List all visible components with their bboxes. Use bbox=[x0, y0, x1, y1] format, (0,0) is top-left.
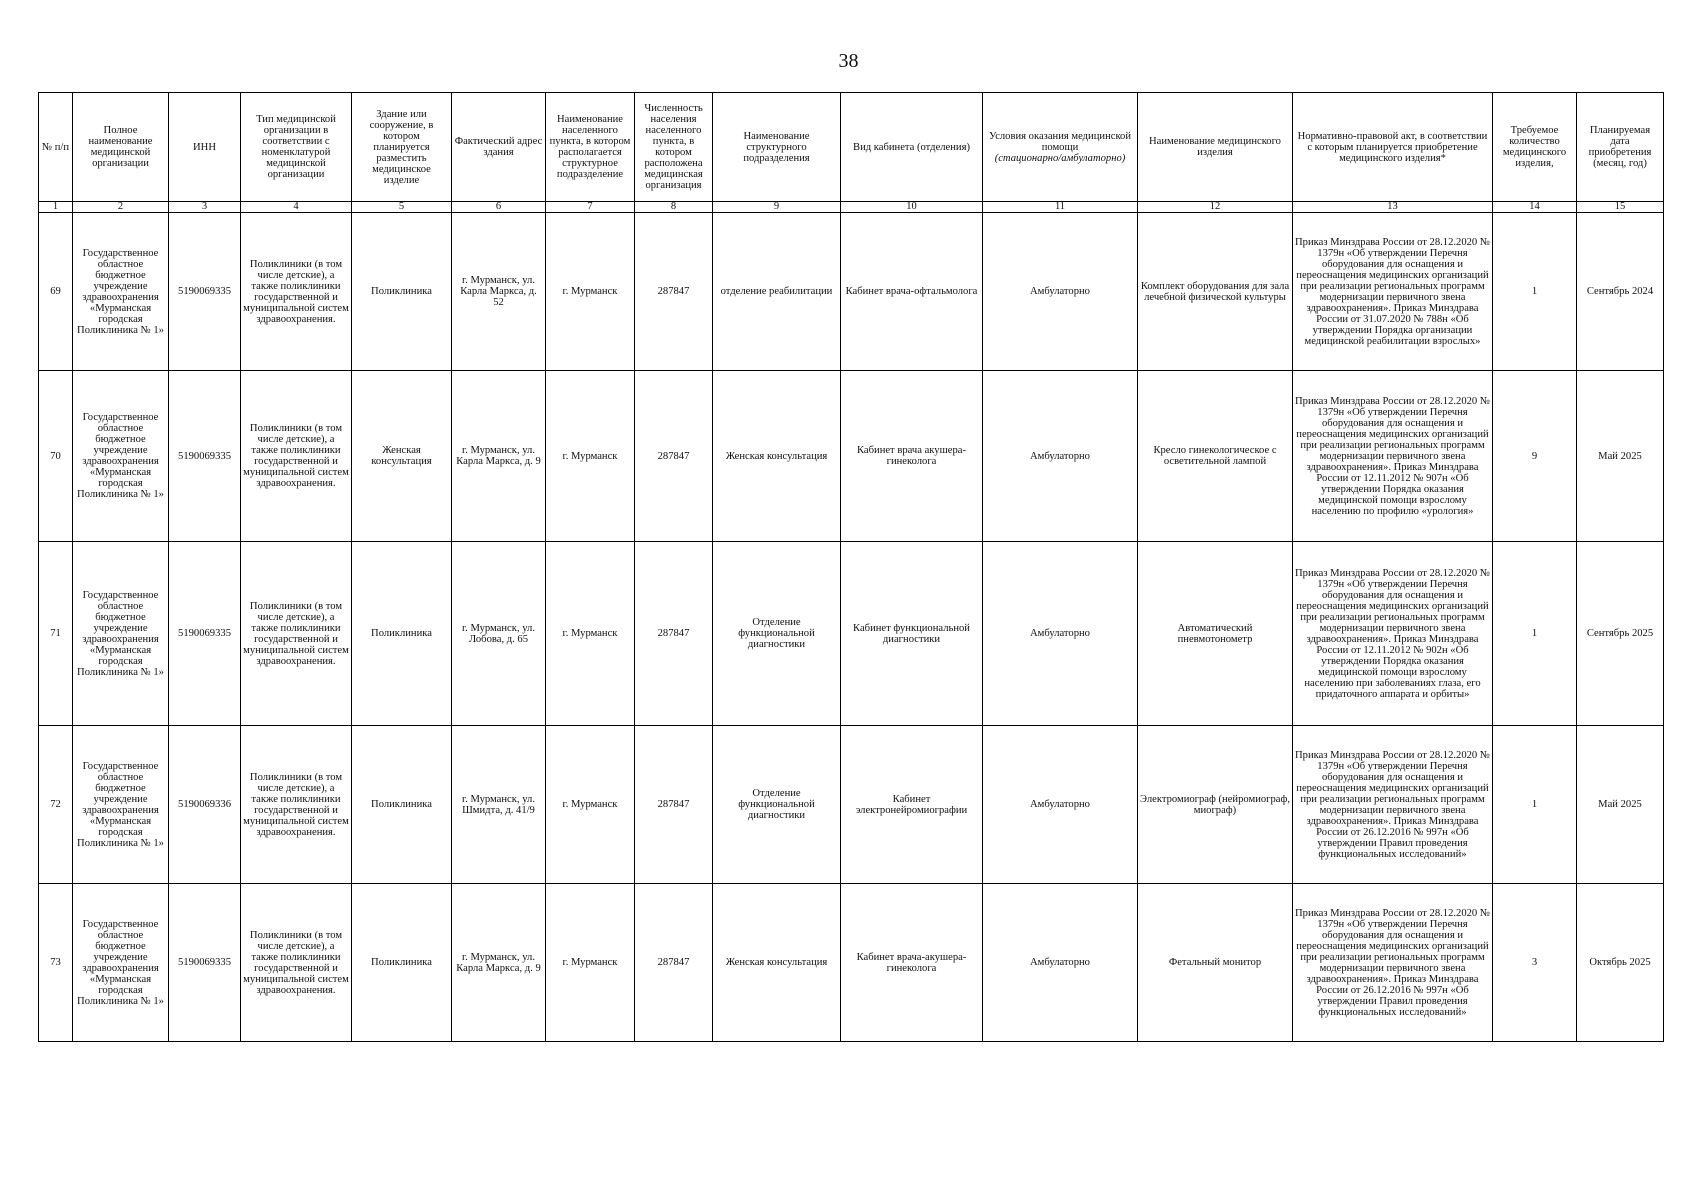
table-row bbox=[39, 213, 1664, 371]
inn: 5190069336 bbox=[169, 726, 241, 884]
column-number: 1 bbox=[39, 202, 73, 213]
legal-act: Приказ Минздрава России от 28.12.2020 № 1379н «Об утверждении Перечня оборудования для оснащения и переоснащения медицинских организаций при реализации региональных программ модернизации первичного звена здравоохранения». Приказ Минздрава России от 26.12.2016 № 997н «Об утверждении Правил проведения функциональных исследований» bbox=[1293, 726, 1493, 884]
table-row bbox=[39, 884, 1664, 1042]
row-number: 70 bbox=[39, 371, 73, 542]
column-number: 2 bbox=[73, 202, 169, 213]
header-cell-conditions bbox=[983, 93, 1138, 202]
population: 287847 bbox=[635, 884, 713, 1042]
column-number: 6 bbox=[452, 202, 546, 213]
header-conditions-note: (стационарно/амбулаторно) bbox=[994, 152, 1126, 164]
quantity: 9 bbox=[1493, 371, 1577, 542]
population: 287847 bbox=[635, 726, 713, 884]
org-name: Государственное областное бюджетное учреждение здравоохранения «Мурманская городская Поликлиника № 1» bbox=[73, 542, 169, 726]
address: г. Мурманск, ул. Шмидта, д. 41/9 bbox=[452, 726, 546, 884]
org-type: Поликлиники (в том числе детские), а также поликлиники государственной и муниципальной систем здравоохранения. bbox=[241, 213, 352, 371]
row-number: 73 bbox=[39, 884, 73, 1042]
org-type: Поликлиники (в том числе детские), а также поликлиники государственной и муниципальной систем здравоохранения. bbox=[241, 371, 352, 542]
quantity: 1 bbox=[1493, 542, 1577, 726]
table-row bbox=[39, 726, 1664, 884]
settlement: г. Мурманск bbox=[546, 371, 635, 542]
inn: 5190069335 bbox=[169, 213, 241, 371]
building: Поликлиника bbox=[352, 884, 452, 1042]
org-type: Поликлиники (в том числе детские), а также поликлиники государственной и муниципальной систем здравоохранения. bbox=[241, 884, 352, 1042]
cabinet: Кабинет врача-акушера-гинеколога bbox=[841, 884, 983, 1042]
header-cell: Нормативно-правовой акт, в соответствии с которым планируется приобретение медицинского изделия* bbox=[1293, 93, 1493, 202]
column-number: 13 bbox=[1293, 202, 1493, 213]
building: Поликлиника bbox=[352, 542, 452, 726]
conditions: Амбулаторно bbox=[983, 726, 1138, 884]
header-cell: Наименование структурного подразделения bbox=[713, 93, 841, 202]
column-number: 11 bbox=[983, 202, 1138, 213]
unit: Отделение функциональной диагностики bbox=[713, 726, 841, 884]
device: Кресло гинекологическое с осветительной лампой bbox=[1138, 371, 1293, 542]
org-name: Государственное областное бюджетное учреждение здравоохранения «Мурманская городская Поликлиника № 1» bbox=[73, 884, 169, 1042]
column-number: 8 bbox=[635, 202, 713, 213]
purchase-date: Май 2025 bbox=[1577, 371, 1664, 542]
column-number: 7 bbox=[546, 202, 635, 213]
header-cell: Требуемое количество медицинского изделия, bbox=[1493, 93, 1577, 202]
address: г. Мурманск, ул. Карла Маркса, д. 9 bbox=[452, 884, 546, 1042]
legal-act: Приказ Минздрава России от 28.12.2020 № 1379н «Об утверждении Перечня оборудования для оснащения и переоснащения медицинских организаций при реализации региональных программ модернизации первичного звена здравоохранения». Приказ Минздрава России от 12.11.2012 № 907н «Об утверждении Порядка оказания медицинской помощи взрослому населению по профилю «урология» bbox=[1293, 371, 1493, 542]
population: 287847 bbox=[635, 213, 713, 371]
row-number: 69 bbox=[39, 213, 73, 371]
inn: 5190069335 bbox=[169, 371, 241, 542]
table-row bbox=[39, 542, 1664, 726]
legal-act: Приказ Минздрава России от 28.12.2020 № 1379н «Об утверждении Перечня оборудования для оснащения и переоснащения медицинских организаций при реализации региональных программ модернизации первичного звена здравоохранения». Приказ Минздрава России от 26.12.2016 № 997н «Об утверждении Правил проведения функциональных исследований» bbox=[1293, 884, 1493, 1042]
column-number: 10 bbox=[841, 202, 983, 213]
column-number: 9 bbox=[713, 202, 841, 213]
settlement: г. Мурманск bbox=[546, 884, 635, 1042]
conditions: Амбулаторно bbox=[983, 542, 1138, 726]
column-number: 15 bbox=[1577, 202, 1664, 213]
column-number: 4 bbox=[241, 202, 352, 213]
cabinet: Кабинет электронейромиографии bbox=[841, 726, 983, 884]
legal-act: Приказ Минздрава России от 28.12.2020 № 1379н «Об утверждении Перечня оборудования для оснащения и переоснащения медицинских организаций при реализации региональных программ модернизации первичного звена здравоохранения». Приказ Минздрава России от 31.07.2020 № 788н «Об утверждении Порядка организации медицинской реабилитации взрослых» bbox=[1293, 213, 1493, 371]
building: Поликлиника bbox=[352, 726, 452, 884]
population: 287847 bbox=[635, 371, 713, 542]
header-cell: Планируемая дата приобретения (месяц, год) bbox=[1577, 93, 1664, 202]
header-cell: Здание или сооружение, в котором планируется разместить медицинское изделие bbox=[352, 93, 452, 202]
org-name: Государственное областное бюджетное учреждение здравоохранения «Мурманская городская Поликлиника № 1» bbox=[73, 213, 169, 371]
legal-act: Приказ Минздрава России от 28.12.2020 № 1379н «Об утверждении Перечня оборудования для оснащения и переоснащения медицинских организаций при реализации региональных программ модернизации первичного звена здравоохранения». Приказ Минздрава России от 12.11.2012 № 902н «Об утверждении Порядка оказания медицинской помощи взрослому населению при заболеваниях глаза, его придаточного аппарата и орбиты» bbox=[1293, 542, 1493, 726]
header-conditions-label: Условия оказания медицинской помощи bbox=[988, 130, 1132, 153]
org-name: Государственное областное бюджетное учреждение здравоохранения «Мурманская городская Поликлиника № 1» bbox=[73, 371, 169, 542]
inn: 5190069335 bbox=[169, 884, 241, 1042]
header-row bbox=[39, 93, 1664, 202]
conditions: Амбулаторно bbox=[983, 371, 1138, 542]
header-cell: Тип медицинской организации в соответствии с номенклатурой медицинской организации bbox=[241, 93, 352, 202]
unit: Отделение функциональной диагностики bbox=[713, 542, 841, 726]
purchase-date: Сентябрь 2025 bbox=[1577, 542, 1664, 726]
org-type: Поликлиники (в том числе детские), а также поликлиники государственной и муниципальной систем здравоохранения. bbox=[241, 542, 352, 726]
column-number: 3 bbox=[169, 202, 241, 213]
cabinet: Кабинет врача-офтальмолога bbox=[841, 213, 983, 371]
page-number: 38 bbox=[838, 50, 859, 72]
header-cell: ИНН bbox=[169, 93, 241, 202]
purchase-date: Октябрь 2025 bbox=[1577, 884, 1664, 1042]
building: Женская консультация bbox=[352, 371, 452, 542]
column-number: 14 bbox=[1493, 202, 1577, 213]
header-cell: Вид кабинета (отделения) bbox=[841, 93, 983, 202]
device: Автоматический пневмотонометр bbox=[1138, 542, 1293, 726]
device: Фетальный монитор bbox=[1138, 884, 1293, 1042]
cabinet: Кабинет функциональной диагностики bbox=[841, 542, 983, 726]
header-cell: Наименование населенного пункта, в котором располагается структурное подразделение bbox=[546, 93, 635, 202]
header-cell: № п/п bbox=[39, 93, 73, 202]
settlement: г. Мурманск bbox=[546, 213, 635, 371]
cabinet: Кабинет врача акушера-гинеколога bbox=[841, 371, 983, 542]
header-cell: Численность населения населенного пункта, в котором расположена медицинская организация bbox=[635, 93, 713, 202]
unit: Женская консультация bbox=[713, 371, 841, 542]
address: г. Мурманск, ул. Лобова, д. 65 bbox=[452, 542, 546, 726]
device: Электромиограф (нейромиограф, миограф) bbox=[1138, 726, 1293, 884]
population: 287847 bbox=[635, 542, 713, 726]
settlement: г. Мурманск bbox=[546, 726, 635, 884]
row-number: 71 bbox=[39, 542, 73, 726]
org-type: Поликлиники (в том числе детские), а также поликлиники государственной и муниципальной систем здравоохранения. bbox=[241, 726, 352, 884]
conditions: Амбулаторно bbox=[983, 213, 1138, 371]
org-name: Государственное областное бюджетное учреждение здравоохранения «Мурманская городская Поликлиника № 1» bbox=[73, 726, 169, 884]
conditions: Амбулаторно bbox=[983, 884, 1138, 1042]
unit: отделение реабилитации bbox=[713, 213, 841, 371]
quantity: 3 bbox=[1493, 884, 1577, 1042]
address: г. Мурманск, ул. Карла Маркса, д. 52 bbox=[452, 213, 546, 371]
column-number-row bbox=[39, 202, 1664, 213]
row-number: 72 bbox=[39, 726, 73, 884]
purchase-date: Сентябрь 2024 bbox=[1577, 213, 1664, 371]
purchase-date: Май 2025 bbox=[1577, 726, 1664, 884]
building: Поликлиника bbox=[352, 213, 452, 371]
column-number: 5 bbox=[352, 202, 452, 213]
header-cell: Наименование медицинского изделия bbox=[1138, 93, 1293, 202]
inn: 5190069335 bbox=[169, 542, 241, 726]
quantity: 1 bbox=[1493, 726, 1577, 884]
unit: Женская консультация bbox=[713, 884, 841, 1042]
equipment-table bbox=[38, 92, 1664, 1042]
device: Комплект оборудования для зала лечебной физической культуры bbox=[1138, 213, 1293, 371]
header-cell: Полное наименование медицинской организации bbox=[73, 93, 169, 202]
address: г. Мурманск, ул. Карла Маркса, д. 9 bbox=[452, 371, 546, 542]
settlement: г. Мурманск bbox=[546, 542, 635, 726]
header-cell: Фактический адрес здания bbox=[452, 93, 546, 202]
quantity: 1 bbox=[1493, 213, 1577, 371]
table-row bbox=[39, 371, 1664, 542]
column-number: 12 bbox=[1138, 202, 1293, 213]
